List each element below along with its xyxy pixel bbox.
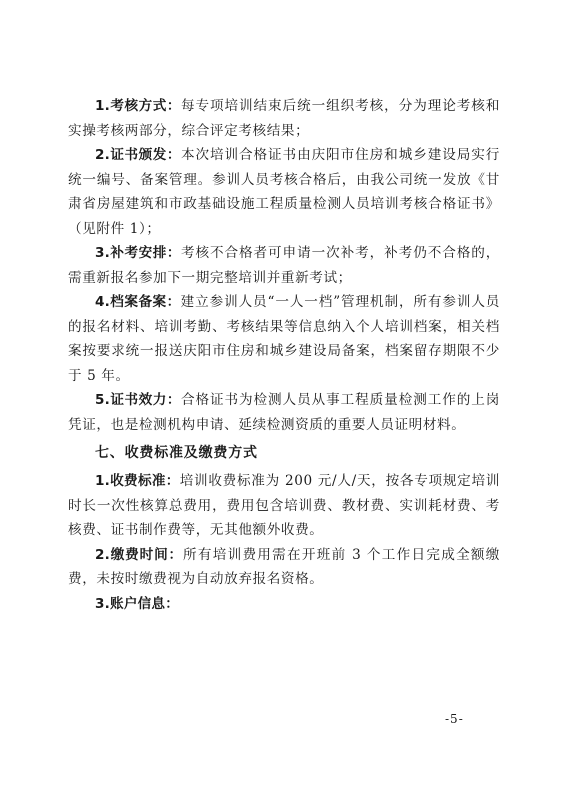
section-archive-filing xyxy=(68,290,500,388)
section-lead: 3.补考安排： xyxy=(95,245,181,261)
section-lead: 5.证书效力： xyxy=(95,392,181,408)
section-body: 每专项培训结束后统一组织考核，分为理论考核和实操考核两部分，综合评定考核结果； xyxy=(68,98,500,139)
section-certificate-issuance xyxy=(68,143,500,241)
section-certificate-validity xyxy=(68,388,500,437)
page-number: -5- xyxy=(445,712,464,726)
section-body: 建立参训人员“一人一档”管理机制，所有参训人员的报名材料、培训考勤、考核结果等信息纳入个人培训档案，相关档案按要求统一报送庆阳市住房和城乡建设局备案，档案留存期限不少于 5 年。 xyxy=(68,294,500,384)
section-body: 所有培训费用需在开班前 3 个工作日完成全额缴费，未按时缴费视为自动放弃报名资格。 xyxy=(68,546,500,587)
document-body xyxy=(68,94,500,616)
section-lead: 2.证书颁发： xyxy=(95,147,181,163)
section-assessment-method xyxy=(68,94,500,143)
section-account-info xyxy=(68,592,500,617)
section-body: 合格证书为检测人员从事工程质量检测工作的上岗凭证，也是检测机构申请、延续检测资质的重要人员证明材料。 xyxy=(68,392,500,433)
section-lead: 1.考核方式： xyxy=(95,98,181,114)
section-lead: 2.缴费时间： xyxy=(95,546,183,563)
section-body: 考核不合格者可申请一次补考，补考仍不合格的，需重新报名参加下一期完整培训并重新考试； xyxy=(68,245,500,286)
section-payment-time xyxy=(68,543,500,592)
section-retake-arrangement xyxy=(68,241,500,290)
section-body: 本次培训合格证书由庆阳市住房和城乡建设局实行统一编号、备案管理。参训人员考核合格后，由我公司统一发放《甘肃省房屋建筑和市政基础设施工程质量检测人员培训考核合格证书》（见附件 1）； xyxy=(68,147,500,237)
section-lead: 3.账户信息： xyxy=(95,595,179,612)
section-lead: 1.收费标准： xyxy=(95,473,180,489)
fee-section-heading: 七、收费标准及缴费方式 xyxy=(95,445,258,461)
section-fee-standard xyxy=(68,469,500,543)
section-body: 培训收费标准为 200 元/人/天，按各专项规定培训时长一次性核算总费用，费用包含培训费、教材费、实训耗材费、考核费、证书制作费等，无其他额外收费。 xyxy=(68,473,500,538)
section-lead: 4.档案备案： xyxy=(95,294,181,310)
